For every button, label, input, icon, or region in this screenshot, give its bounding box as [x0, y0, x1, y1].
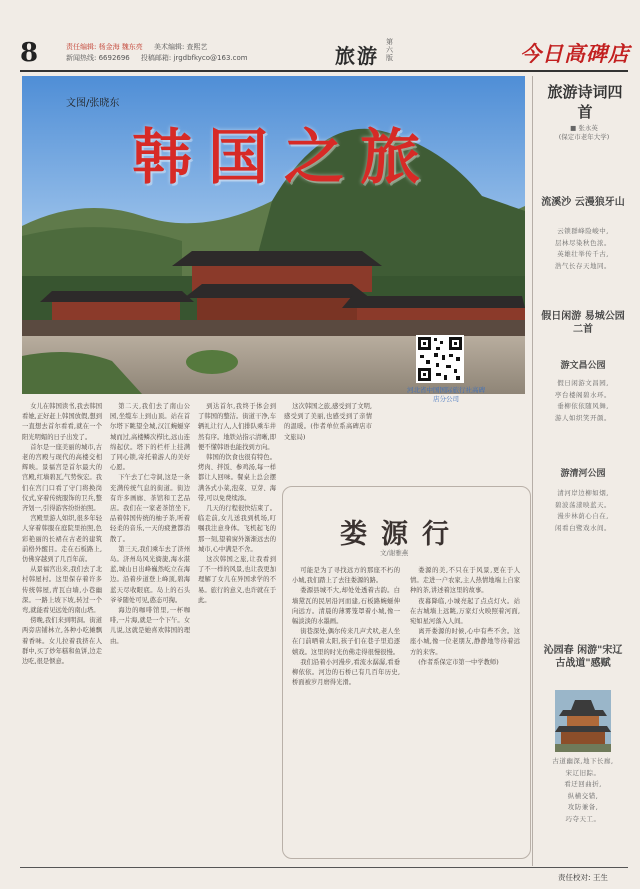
feature-title: 韩国之旅	[132, 123, 436, 193]
poem-line: 游人如织笑开颜。	[555, 413, 611, 422]
art-editor-label: 美术编辑: 查熙艺	[153, 43, 208, 51]
paragraph: 宫殿里游人如织,很多年轻人穿着韩服在庭院里拍照,色彩艳丽的长裙在古老的建筑前格外醒目。走在石板路上,仿佛穿越到了几百年前。	[22, 515, 102, 564]
feature-column-3	[198, 402, 276, 860]
qr-caption: 河北省中国国际旅行社高碑店分公司	[407, 386, 485, 403]
paragraph: 我们沿着小河漫步,看流水潺潺,看垂柳依依。河边的石桥已有几百年历史,桥面被岁月磨得光滑。	[292, 658, 400, 687]
sidebar-author-note: (保定市老年大学)	[558, 133, 610, 141]
sidebar-divider	[532, 76, 533, 866]
paragraph: 这次韩国之旅,让我看到了不一样的风景,也让我更加理解了女儿在异国求学的不易。旅行的意义,也许就在于此。	[198, 556, 276, 604]
poem-line: 古道幽深,地下长廊,	[552, 757, 614, 765]
poem-2-title: 假日闲游 易城公园 二首	[541, 311, 625, 335]
editor-label: 责任编辑: 杨金海 魏东亮	[66, 43, 143, 51]
poem-line: 闲看白鹭戏水间。	[555, 523, 611, 532]
section-masthead: 旅游	[335, 44, 379, 68]
news-hotline: 新闻热线: 6692696	[66, 54, 130, 62]
newspaper-logo: 今日高碑店	[520, 41, 630, 66]
poem-5-title: 沁园春 闲游"宋辽古战道"感赋	[543, 645, 623, 669]
paragraph: 夜幕降临,小城亮起了点点灯火。站在古城墙上远眺,万家灯火映照着河面,宛如星河落入人间。	[410, 597, 520, 626]
poem-line: 垂柳依依随风舞,	[557, 402, 609, 410]
poem-line: 纵横交错,	[567, 791, 599, 800]
poem-3-title: 游文昌公园	[560, 361, 606, 371]
paragraph: 傍晚,我们来到明洞。街道两旁店铺林立,各种小吃摊飘着香味。女儿拉着我挤在人群中,买了炒年糕和鱼饼,边走边吃,很是惬意。	[22, 617, 102, 666]
poem-3-lines	[540, 378, 626, 424]
sidebar-author	[552, 124, 616, 142]
poem-5-lines	[540, 756, 626, 825]
poem-column-2	[410, 566, 520, 848]
paragraph: (作者系保定市第一中学教师)	[418, 658, 499, 666]
paragraph: 街巷深处,偶尔传来几声犬吠,老人坐在门前晒着太阳,孩子们在巷子里追逐嬉戏。这里的时光仿佛走得很慢很慢。	[292, 628, 400, 656]
submission-email: 投稿邮箱: jrgdbfkyco@163.com	[140, 54, 248, 62]
poem-line: 亭台楼阁碧水环。	[555, 390, 611, 399]
poem-line: 攻防兼备,	[567, 803, 599, 811]
pagoda-illustration	[555, 690, 611, 752]
paragraph: 女儿在韩国读书,我去韩国看她,正好赶上韩国放假,想到一直想去首尔看看,就在一个阳光明媚的日子出发了。	[22, 403, 102, 441]
qr-code-icon	[416, 335, 464, 383]
header-rule	[20, 70, 628, 72]
editor-meta-line-2	[66, 53, 248, 63]
poem-line: 巧夺天工。	[565, 814, 601, 823]
poem-4-title: 游清河公园	[560, 469, 606, 479]
poem-4-lines	[540, 488, 626, 534]
poem-1-title: 流溪沙 云漫狼牙山	[541, 197, 625, 208]
paragraph: 这次韩国之旅,感受到了文明,感受到了美丽,也感受到了亲情的温暖。(作者单位系高碑店市文旅局)	[284, 403, 372, 441]
poem-line: 看迂回曲折,	[564, 780, 602, 788]
paragraph: 娄源的美,不只在于风景,更在于人情。走进一户农家,主人热情地端上自家种的茶,讲述着这里的故事。	[410, 567, 520, 595]
paragraph: 第二天,我们去了南山公园,坐缆车上到山顶。站在首尔塔下眺望全城,汉江蜿蜒穿城而过,高楼鳞次栉比,远山连绵起伏。塔下的栏杆上挂满了同心锁,寄托着游人的美好心愿。	[110, 403, 190, 472]
poem-line: 云锁群峰险峻中,	[557, 227, 609, 235]
poem-line: 碧波荡漾映蓝天。	[555, 500, 611, 509]
paragraph: 到达首尔,我终于体会到了韩国的整洁。街道干净,车辆礼让行人,人们排队乘车井然有序。地铁站指示清晰,即便不懂韩语也能找到方向。	[198, 403, 276, 451]
section-subtitle: 第六版	[386, 38, 393, 62]
paragraph: 第三天,我们乘车去了济州岛。济州岛风光旖旎,海水湛蓝,城山日出峰巍然屹立在海边。沿着步道登上峰顶,碧海蓝天尽收眼底。岛上的石头爷爷随处可见,憨态可掬。	[110, 545, 190, 604]
poem-title: 娄源行	[340, 519, 463, 550]
paragraph: 下午去了仁寺洞,这是一条充满传统气息的街道。街边有许多画廊、茶馆和工艺品店。我们在一家老茶馆坐下,品着韩国传统的柚子茶,听着轻柔的音乐,一天的疲惫都消散了。	[110, 474, 190, 543]
poem-author: 文/谢雅燕	[380, 549, 409, 557]
feature-column-2	[110, 402, 190, 860]
poem-line: 清河岸边柳如烟,	[557, 489, 609, 497]
feature-column-4	[284, 402, 372, 478]
paragraph: 可能是为了寻找远方的那座不朽的小城,我们踏上了去往娄源的路。	[292, 567, 400, 585]
paragraph: 韩国的饮食也很有特色。烤肉、拌饭、参鸡汤,每一样都让人回味。餐桌上总会摆满各式小菜,泡菜、豆芽、海带,可以免费续添。	[198, 454, 276, 502]
paragraph: 娄源县城不大,却处处透着古韵。白墙黛瓦的民居沿河而建,石板路蜿蜒伸向远方。清晨的薄雾笼罩着小城,像一幅淡淡的水墨画。	[292, 587, 400, 626]
paragraph: 海边的咖啡馆里,一杯咖啡,一片海,就是一个下午。女儿说,这就是她喜欢韩国的理由。	[110, 607, 190, 645]
paragraph: 从景福宫出来,我们去了北村韩屋村。这里保存着许多传统韩屋,青瓦白墙,小巷幽深。一路上坡下坡,转过一个弯,就能看见远处的南山塔。	[22, 566, 102, 615]
qr-code[interactable]	[416, 335, 464, 383]
paragraph: 离开娄源的时候,心中有些不舍。这座小城,像一位老朋友,静静地等待着远方的来客。	[410, 628, 520, 656]
poem-line: 浩气长存天地同。	[555, 261, 611, 270]
poem-1-lines	[540, 226, 626, 272]
paragraph: 首尔是一座美丽的城市,古老的宫殿与现代的高楼交相辉映。景福宫是首尔最大的宫殿,红墙碧瓦,气势恢宏。我们在宫门口看了守门将换岗仪式,穿着传统服饰的卫兵,整齐划一,引得游客纷纷拍照。	[22, 443, 102, 513]
footer-proofreader: 责任校对: 王生	[558, 873, 608, 882]
poem-line: 漫步林荫心自在,	[557, 512, 609, 520]
poem-column-1	[292, 566, 400, 848]
sidebar-author-name: ■ 张永英	[570, 124, 598, 132]
pagoda-icon	[555, 690, 611, 752]
editor-meta-line-1	[66, 42, 208, 52]
page-number: 8	[20, 38, 39, 68]
poem-line: 英雄壮举传千古,	[557, 250, 609, 258]
poem-line: 层林尽染秋色浓。	[555, 238, 611, 247]
article-byline: 文图/张晓东	[66, 98, 120, 109]
feature-column-1	[22, 402, 102, 860]
poem-line: 假日闲游文昌园,	[557, 379, 609, 387]
paragraph: 几天的行程很快结束了。临走前,女儿送我到机场,叮嘱我注意身体。飞机起飞的那一刻,望着窗外渐渐远去的城市,心中满是不舍。	[198, 505, 276, 553]
poem-line: 宋辽旧踪。	[565, 768, 601, 777]
footer-rule	[20, 867, 628, 868]
sidebar-title: 旅游诗词四首	[547, 83, 623, 121]
